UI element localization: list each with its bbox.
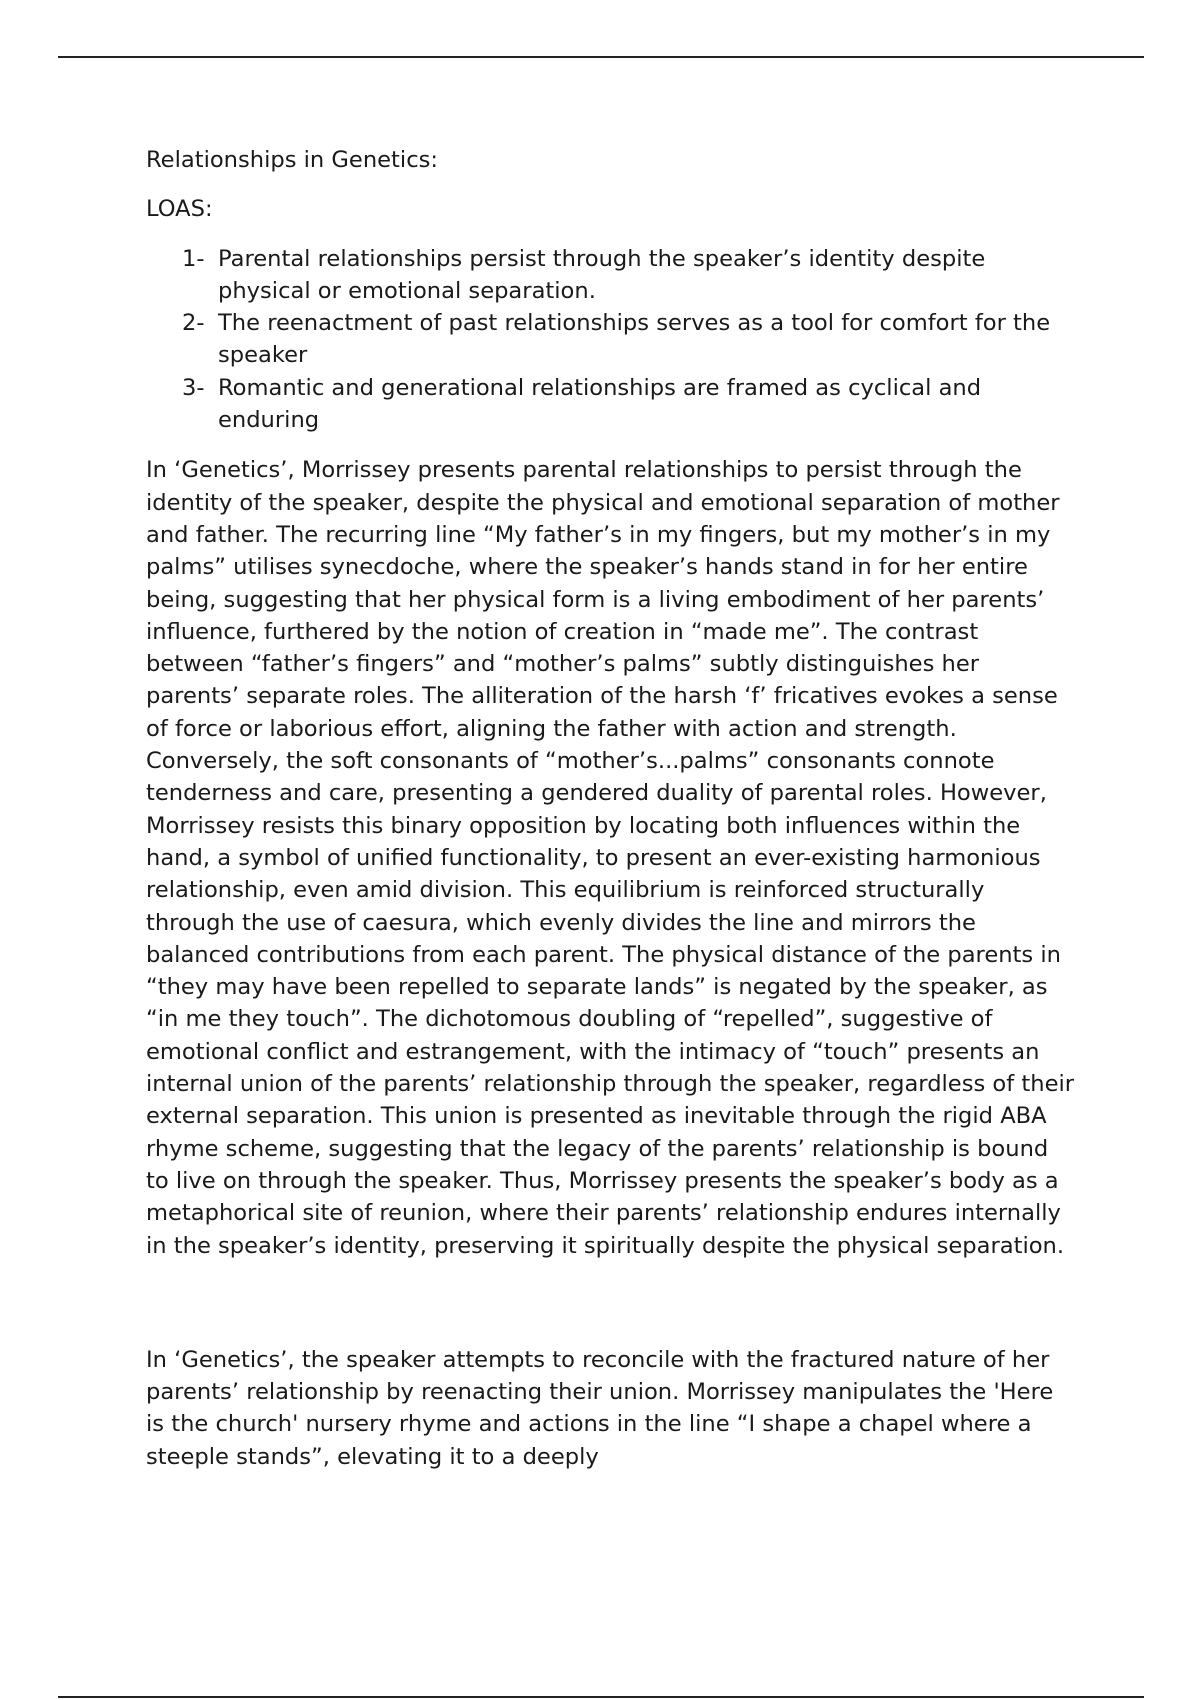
loas-item-text: The reenactment of past relationships serves as a tool for comfort for the speaker — [218, 310, 1051, 369]
loas-item — [146, 372, 1076, 437]
body-paragraph: In ‘Genetics’, Morrissey presents parental relationships to persist through the identity of the speaker, despite the physical and emotional separation of mother and father. The recurring line “My father’s in my fingers, but my mother’s in my palms” utilises synecdoche, where the speaker’s hands stand in for her entire being, suggesting that her physical form is a living embodiment of her parents’ influence, furthered by the notion of creation in “made me”. The contrast between “father’s fingers” and “mother’s palms” subtly distinguishes her parents’ separate roles. The alliteration of the harsh ‘f’ fricatives evokes a sense of force or laborious effort, aligning the father with action and strength. Conversely, the soft consonants of “mother’s...palms” consonants connote tenderness and care, presenting a gendered duality of parental roles. However, Morrissey resists this binary opposition by locating both influences within the hand, a symbol of unified functionality, to present an ever-existing harmonious relationship, even amid division. This equilibrium is reinforced structurally through the use of caesura, which evenly divides the line and mirrors the balanced contributions from each parent. The physical distance of the parents in “they may have been repelled to separate lands” is negated by the speaker, as “in me they touch”. The dichotomous doubling of “repelled”, suggestive of emotional conflict and estrangement, with the intimacy of “touch” presents an internal union of the parents’ relationship through the speaker, regardless of their external separation. This union is presented as inevitable through the rigid ABA rhyme scheme, suggesting that the legacy of the parents’ relationship is bound to live on through the speaker. Thus, Morrissey presents the speaker’s body as a metaphorical site of reunion, where their parents’ relationship endures internally in the speaker’s identity, preserving it spiritually despite the physical separation. — [146, 457, 1075, 1259]
loas-list — [146, 243, 1076, 437]
loas-item-text: Parental relationships persist through the speaker’s identity despite physical or emotional separation. — [218, 245, 986, 304]
document-body — [146, 144, 1076, 1473]
body-paragraph: In ‘Genetics’, the speaker attempts to reconcile with the fractured nature of her parents’ relationship by reenacting their union. Morrissey manipulates the 'Here is the church' nursery rhyme and actions in the line “I shape a chapel where a steeple stands”, elevating it to a deeply — [146, 1346, 1054, 1470]
loas-item-text: Romantic and generational relationships are framed as cyclical and enduring — [218, 374, 982, 434]
document-title: Relationships in Genetics: — [146, 147, 438, 173]
loas-item-number: 3- — [182, 374, 205, 401]
page-top-rule — [58, 56, 1144, 58]
loas-heading: LOAS: — [146, 196, 213, 223]
loas-item-number: 1- — [182, 245, 205, 272]
loas-item-number: 2- — [182, 310, 205, 337]
loas-item — [146, 243, 1076, 308]
loas-item — [146, 307, 1076, 372]
page-bottom-rule — [58, 1696, 1144, 1698]
